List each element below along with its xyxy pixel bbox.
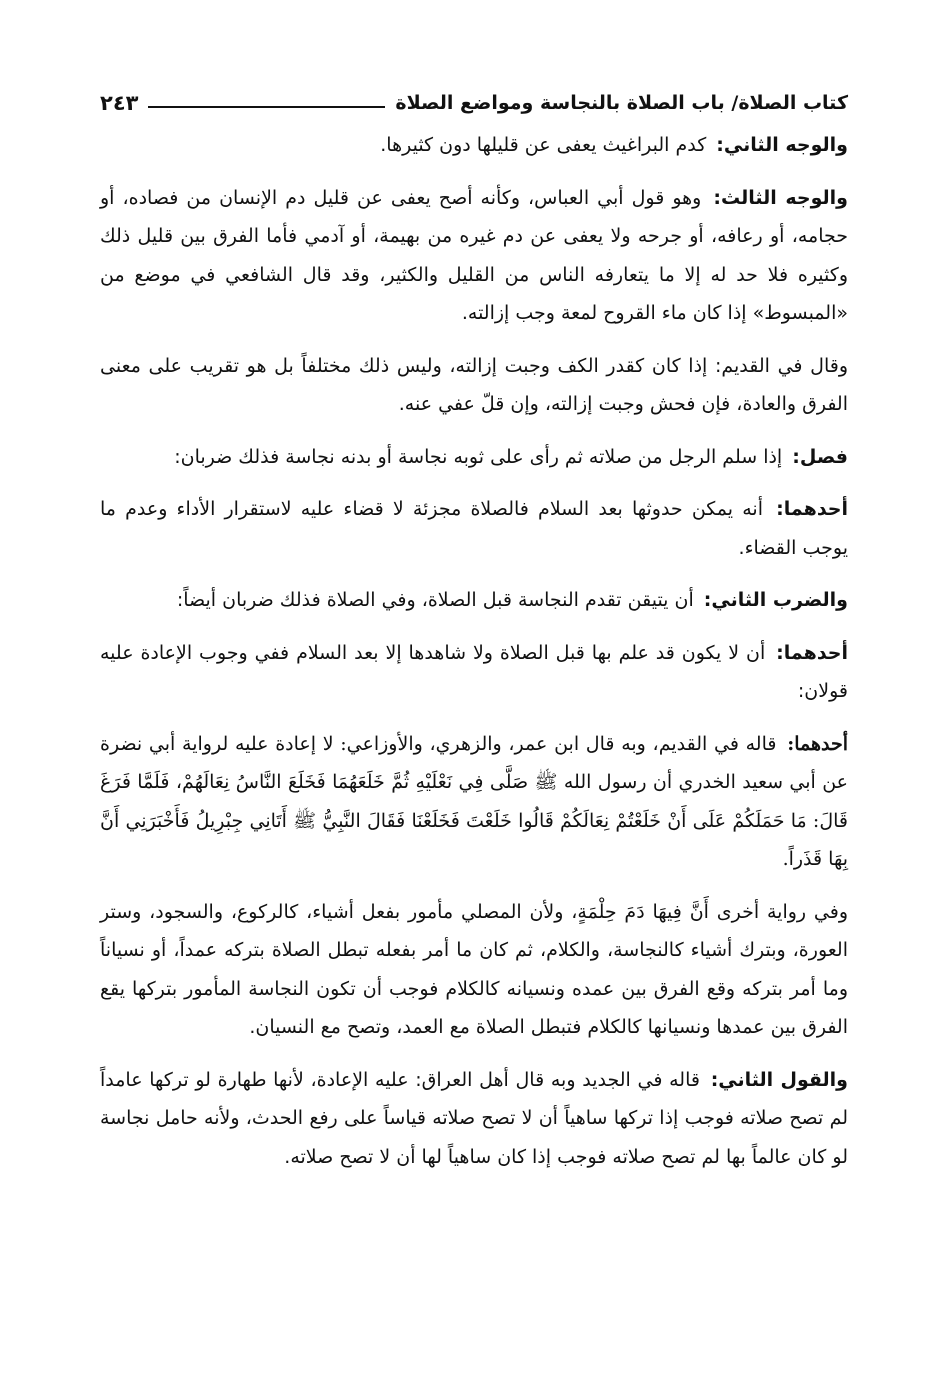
page-body bbox=[100, 126, 848, 1176]
paragraph-lead: والقول الثاني: bbox=[710, 1068, 848, 1091]
paragraph-lead: أحدهما: bbox=[776, 641, 848, 664]
paragraph-text: وفي رواية أخرى أَنَّ فِيهَا دَمَ حِلْمَةٍ، ولأن المصلي مأمور بفعل أشياء، كالركوع، والسجود، وستر العورة، وبترك أشياء كالنجاسة، والكلام، ثم كان ما أمر بفعله تبطل الصلاة بتركه عمداً، أو نسياناً وما أمر بتركه وقع الفرق بين عمده ونسيانه كالكلام فوجب أن تكون النجاسة المأمور بتركها يقع الفرق بين عمدها ونسيانها كالكلام فتبطل الصلاة مع العمد، وتصح مع النسيان. bbox=[100, 900, 848, 1038]
paragraph bbox=[100, 490, 848, 567]
paragraph-lead: والوجه الثالث: bbox=[713, 186, 848, 209]
paragraph-lead: أحدهما: bbox=[776, 498, 848, 520]
page-number: ٢٤٣ bbox=[100, 91, 139, 115]
paragraph bbox=[100, 126, 848, 165]
paragraph-text: أنه يمكن حدوثها بعد السلام فالصلاة مجزئة لا قضاء عليه لاستقرار الأداء وعدم ما يوجب القضاء. bbox=[100, 498, 848, 559]
paragraph bbox=[100, 347, 848, 424]
chapter-title: كتاب الصلاة/ باب الصلاة بالنجاسة ومواضع الصلاة bbox=[395, 92, 848, 114]
paragraph-lead: فصل: bbox=[792, 445, 848, 468]
paragraph-text: وهو قول أبي العباس، وكأنه أصح يعفى عن قليل دم الإنسان من فصاده، أو حجامه، أو رعافه، أو جرحه ولا يعفى عن دم غيره من بهيمة، أو آدمي فأما الفرق بين قليل ذلك وكثيره فلا حد له إلا ما يتعارفه الناس من القليل والكثير، وقد قال الشافعي في موضع من «المبسوط» إذا كان ماء القروح لمعة وجب إزالته. bbox=[100, 186, 848, 324]
paragraph-lead: والوجه الثاني: bbox=[716, 134, 848, 156]
paragraph-text: كدم البراغيث يعفى عن قليلها دون كثيرها. bbox=[380, 134, 707, 156]
paragraph-text: قاله في القديم، وبه قال ابن عمر، والزهري، والأوزاعي: لا إعادة عليه لرواية أبي نضرة عن أبي سعيد الخدري أن رسول الله ﷺ صَلَّى فِي نَعْلَيْهِ ثُمَّ خَلَعَهُمَا فَخَلَعَ النَّاسُ نِعَالَهُمْ، فَلَمَّا فَرَغَ قَالَ: مَا حَمَلَكُمْ عَلَى أَنْ خَلَعْتُمْ نِعَالَكُمْ قَالُوا خَلَعْتَ فَخَلَعْنَا فَقَالَ النَّبِيُّ ﷺ أَتَانِي جِبْرِيلُ فَأَخْبَرَنِي أَنَّ بِهَا قَذَراً. bbox=[100, 732, 848, 870]
paragraph-text: وقال في القديم: إذا كان كقدر الكف وجبت إزالته، وليس ذلك مختلفاً بل هو تقريب على معنى الفرق والعادة، فإن فحش وجبت إزالته، وإن قلّ عفي عنه. bbox=[100, 354, 848, 415]
paragraph bbox=[100, 438, 848, 477]
paragraph bbox=[100, 893, 848, 1047]
running-header bbox=[100, 86, 848, 120]
paragraph bbox=[100, 179, 848, 333]
paragraph bbox=[100, 634, 848, 711]
paragraph-text: قاله في الجديد وبه قال أهل العراق: عليه الإعادة، لأنها طهارة لو تركها عامداً لم تصح صلاته فوجب إذا تركها ساهياً أن لا تصح صلاته قياساً على رفع الحدث، ولأنه حامل نجاسة لو كان عالماً بها لم تصح صلاته فوجب إذا كان ساهياً لها أن لا تصح صلاته. bbox=[100, 1068, 848, 1168]
paragraph-lead: والضرب الثاني: bbox=[703, 589, 848, 611]
paragraph-text: أن لا يكون قد علم بها قبل الصلاة ولا شاهدها إلا بعد السلام ففي وجوب الإعادة عليه قولان: bbox=[100, 641, 848, 702]
header-rule bbox=[148, 106, 385, 108]
paragraph-text: إذا سلم الرجل من صلاته ثم رأى على ثوبه نجاسة أو بدنه نجاسة فذلك ضربان: bbox=[174, 445, 783, 468]
paragraph bbox=[100, 1061, 848, 1177]
paragraph-text: أن يتيقن تقدم النجاسة قبل الصلاة، وفي الصلاة فذلك ضربان أيضاً: bbox=[176, 589, 694, 611]
paragraph-lead: أحدهما: bbox=[787, 732, 848, 755]
paragraph bbox=[100, 725, 848, 879]
paragraph bbox=[100, 581, 848, 620]
